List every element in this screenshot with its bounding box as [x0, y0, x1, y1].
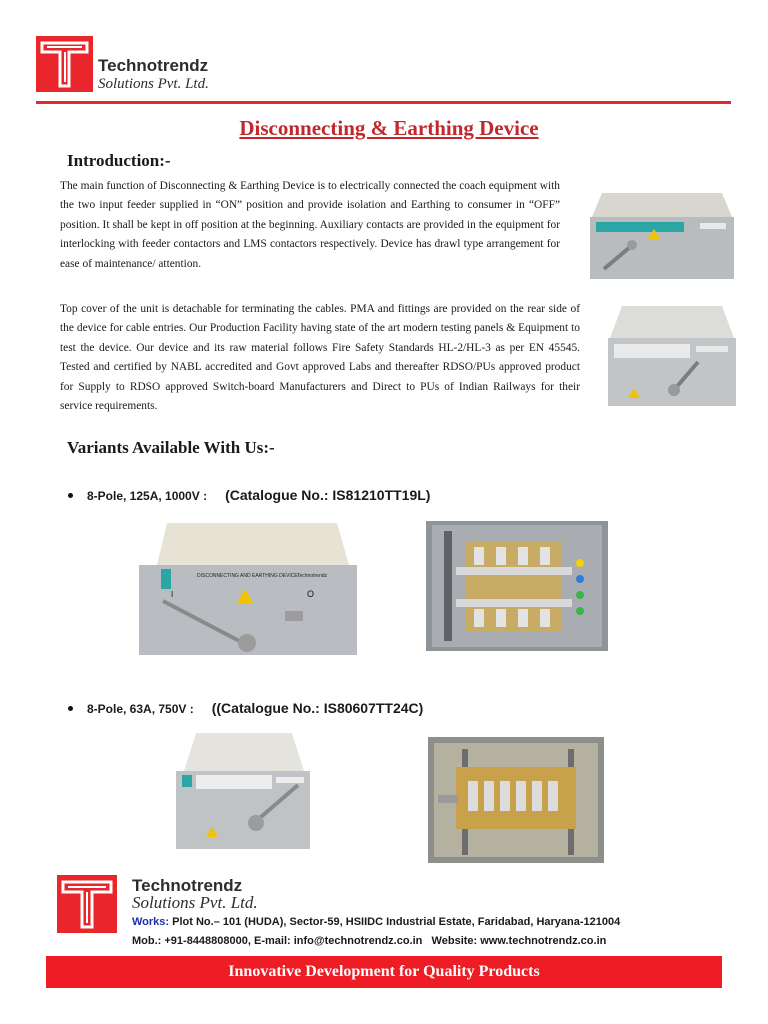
intro-paragraph-1: The main function of Disconnecting & Earthing Device is to electrically connected the coach equipment with the two input feeder supplied in “ON” position and provide isolation and Earthing to consumer in “OFF” position. It shall be kept in off position at the beginning. Auxiliary contacts are provided in the equipment for interlocking with feeder contactors and LMS contactors respectively. Device has drawl type arrangement for ease of maintenance/ attention.	[60, 180, 560, 270]
device-label-text: DISCONNECTING AND EARTHING DEVICE	[197, 573, 298, 579]
logo-t-mark-icon	[36, 36, 93, 92]
company-suffix: Solutions Pvt. Ltd.	[98, 76, 209, 92]
variant-item-1	[68, 487, 430, 505]
variant-item-2	[68, 700, 423, 718]
off-mark: O	[307, 589, 315, 599]
variant-catalogue: (Catalogue No.: IS81210TT19L)	[225, 487, 431, 503]
page-title: Disconnecting & Earthing Device	[239, 116, 539, 140]
device-brand-text: Technotrendz	[297, 573, 328, 579]
works-address: Plot No.– 101 (HUDA), Sector-59, HSIIDC Industrial Estate, Faridabad, Haryana-121004	[169, 916, 621, 928]
footer-address	[132, 916, 620, 928]
variant-2-device-photo	[170, 731, 316, 851]
footer-contact: Mob.: +91-8448808000, E-mail: info@technotrendz.co.in Website: www.technotrendz.co.in	[132, 935, 607, 947]
device-photo-front	[582, 185, 742, 285]
footer-company-name: Technotrendz	[132, 876, 243, 895]
variant-1-device-photo	[137, 519, 359, 659]
variant-1-internal-photo	[426, 521, 608, 651]
variant-2-internal-photo	[428, 737, 604, 863]
variant-spec: 8-Pole, 63A, 750V :	[87, 702, 194, 716]
bullet-icon	[68, 706, 73, 711]
works-label: Works:	[132, 916, 170, 928]
intro-heading: Introduction:-	[67, 151, 171, 170]
header-divider	[36, 101, 731, 104]
on-mark: I	[171, 590, 174, 599]
variant-catalogue: ((Catalogue No.: IS80607TT24C)	[211, 700, 424, 716]
footer-logo-t-mark-icon	[57, 875, 117, 933]
company-logo	[36, 36, 93, 92]
device-photo-side	[598, 302, 742, 410]
intro-paragraph-2: Top cover of the unit is detachable for terminating the cables. PMA and fittings are provided on the rear side of the device for cable entries. Our Production Facility having state of the art modern testing panels & Equipment to test the device. Our device and its raw material follows Fire Safety Standards HL-2/HL-3 as per EN 45545. Tested and certified by NABL accredited and Govt approved Labs and thereafter RDSO/PUs approved product for Supply to RDSO approved Switch-board Manufacturers and Direct to PUs of Indian Railways for their service requirements.	[60, 303, 580, 413]
tagline-banner: Innovative Development for Quality Products	[46, 956, 722, 988]
bullet-icon	[68, 493, 73, 498]
variants-heading: Variants Available With Us:-	[67, 438, 275, 457]
footer-company-suffix: Solutions Pvt. Ltd.	[132, 893, 258, 912]
footer-company-logo	[57, 875, 117, 933]
variant-spec: 8-Pole, 125A, 1000V :	[87, 489, 208, 503]
company-name: Technotrendz	[98, 56, 209, 75]
